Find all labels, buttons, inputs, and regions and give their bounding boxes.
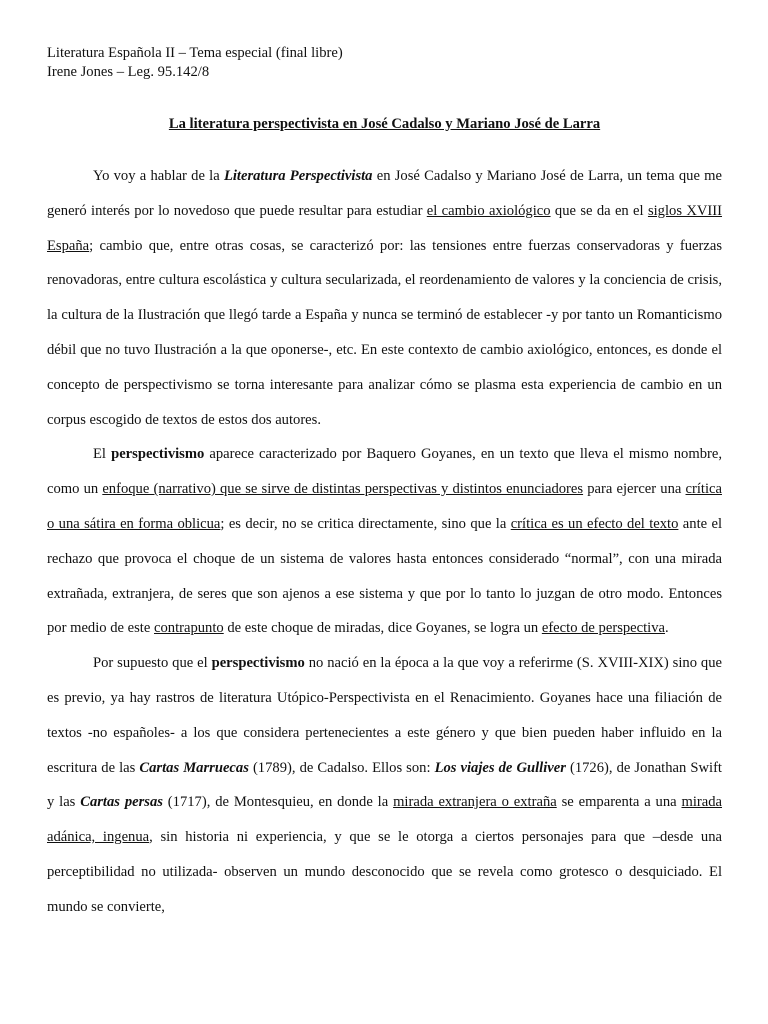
p3-text: Por supuesto que el — [93, 655, 212, 672]
p3-text: se emparenta a una — [556, 794, 682, 811]
p2-text: de este choque de miradas, dice Goyanes, se logra un — [223, 620, 542, 637]
p1-text: ; cambio que, entre otras cosas, se caracterizó por: las tensiones entre fuerzas conservadoras y fuerzas renovadoras, entre cultura escolástica y cultura secularizada, el reordenamiento de valores y la conciencia de crisis, la cultura de la Ilustración que llegó tarde a España y nunca se terminó de establecer -y por tanto un Romanticismo débil que no tuvo Ilustración a la que oponerse-, etc. En este contexto de cambio axiológico, entonces, es donde el concepto de perspectivismo se torna interesante para analizar cómo se plasma esta experiencia de cambio en un corpus escogido de textos de estos dos autores. — [47, 237, 722, 428]
p2-text: ante el rechazo que provoca el choque de un sistema de valores hasta entonces considerado “normal”, con una mirada extrañada, extranjera, de seres que son ajenos a ese sistema y que por lo tanto lo juzgan de otro modo. Entonces por medio de este — [47, 515, 723, 637]
p3-bold-italic: Cartas Marruecas — [139, 759, 249, 776]
p2-underline: crítica o una sátira en forma oblicua — [47, 481, 722, 532]
paragraph-2 — [47, 437, 722, 646]
p3-text: (1717), de Montesquieu, en donde la — [162, 794, 394, 811]
p1-bold-italic: Literatura Perspectivista — [223, 168, 373, 184]
p2-text: aparece caracterizado por Baquero Goyanes, en un texto que lleva el mismo nombre, como un — [47, 446, 722, 498]
p1-underline: siglos XVIII España — [47, 202, 723, 254]
p2-text: . — [665, 620, 669, 637]
p3-underline: mirada adánica, ingenua — [47, 794, 723, 846]
document-title: La literatura perspectivista en José Cadalso y Mariano José de Larra — [168, 116, 601, 132]
p3-underline: mirada extranjera o extraña — [393, 794, 557, 811]
course-header: Literatura Española II – Tema especial (final libre) — [47, 45, 343, 61]
p1-underline: el cambio axiológico — [426, 202, 551, 219]
p1-text: que se da en el — [550, 202, 648, 219]
p3-text: (1789), de Cadalso. Ellos son: — [248, 759, 435, 776]
p3-bold: perspectivismo — [211, 655, 305, 672]
p2-underline: contrapunto — [154, 620, 224, 637]
p3-bold-italic: Los viajes de Gulliver — [434, 759, 566, 776]
author-header: Irene Jones – Leg. 95.142/8 — [47, 64, 210, 80]
p2-bold: perspectivismo — [111, 446, 205, 463]
p2-text: para ejercer una — [583, 481, 686, 498]
p2-text: El — [93, 446, 112, 463]
p2-underline: crítica es un efecto del texto — [510, 515, 679, 532]
p3-text: no nació en la época a la que voy a referirme (S. XVIII-XIX) sino que es previo, ya hay rastros de literatura Utópico-Perspectivista en el Renacimiento. Goyanes hace una filiación de textos -no españoles- a los que considera pertenecientes a este género y que bien pueden haber influido en la escritura de las — [47, 655, 722, 776]
p3-text: (1726), de Jonathan Swift y las — [47, 759, 722, 811]
p2-underline: enfoque (narrativo) que se sirve de distintas perspectivas y distintos enunciadores — [102, 481, 584, 498]
p1-text: Yo voy a hablar de la — [93, 168, 224, 184]
p2-text: ; es decir, no se critica directamente, sino que la — [220, 515, 511, 532]
paragraph-1 — [47, 159, 722, 437]
p3-bold-italic: Cartas persas — [80, 794, 163, 811]
p3-text: , sin historia ni experiencia, y que se le otorga a ciertos personajes para que –desde una perceptibilidad no utilizada- observen un mundo desconocido que se revela como grotesco o desquiciado. El mundo se convierte, — [47, 829, 722, 915]
p1-text: en José Cadalso y Mariano José de Larra, un tema que me generó interés por lo novedoso que puede resultar para estudiar — [47, 168, 722, 219]
p2-underline: efecto de perspectiva — [541, 620, 666, 637]
paragraph-3 — [47, 646, 722, 924]
